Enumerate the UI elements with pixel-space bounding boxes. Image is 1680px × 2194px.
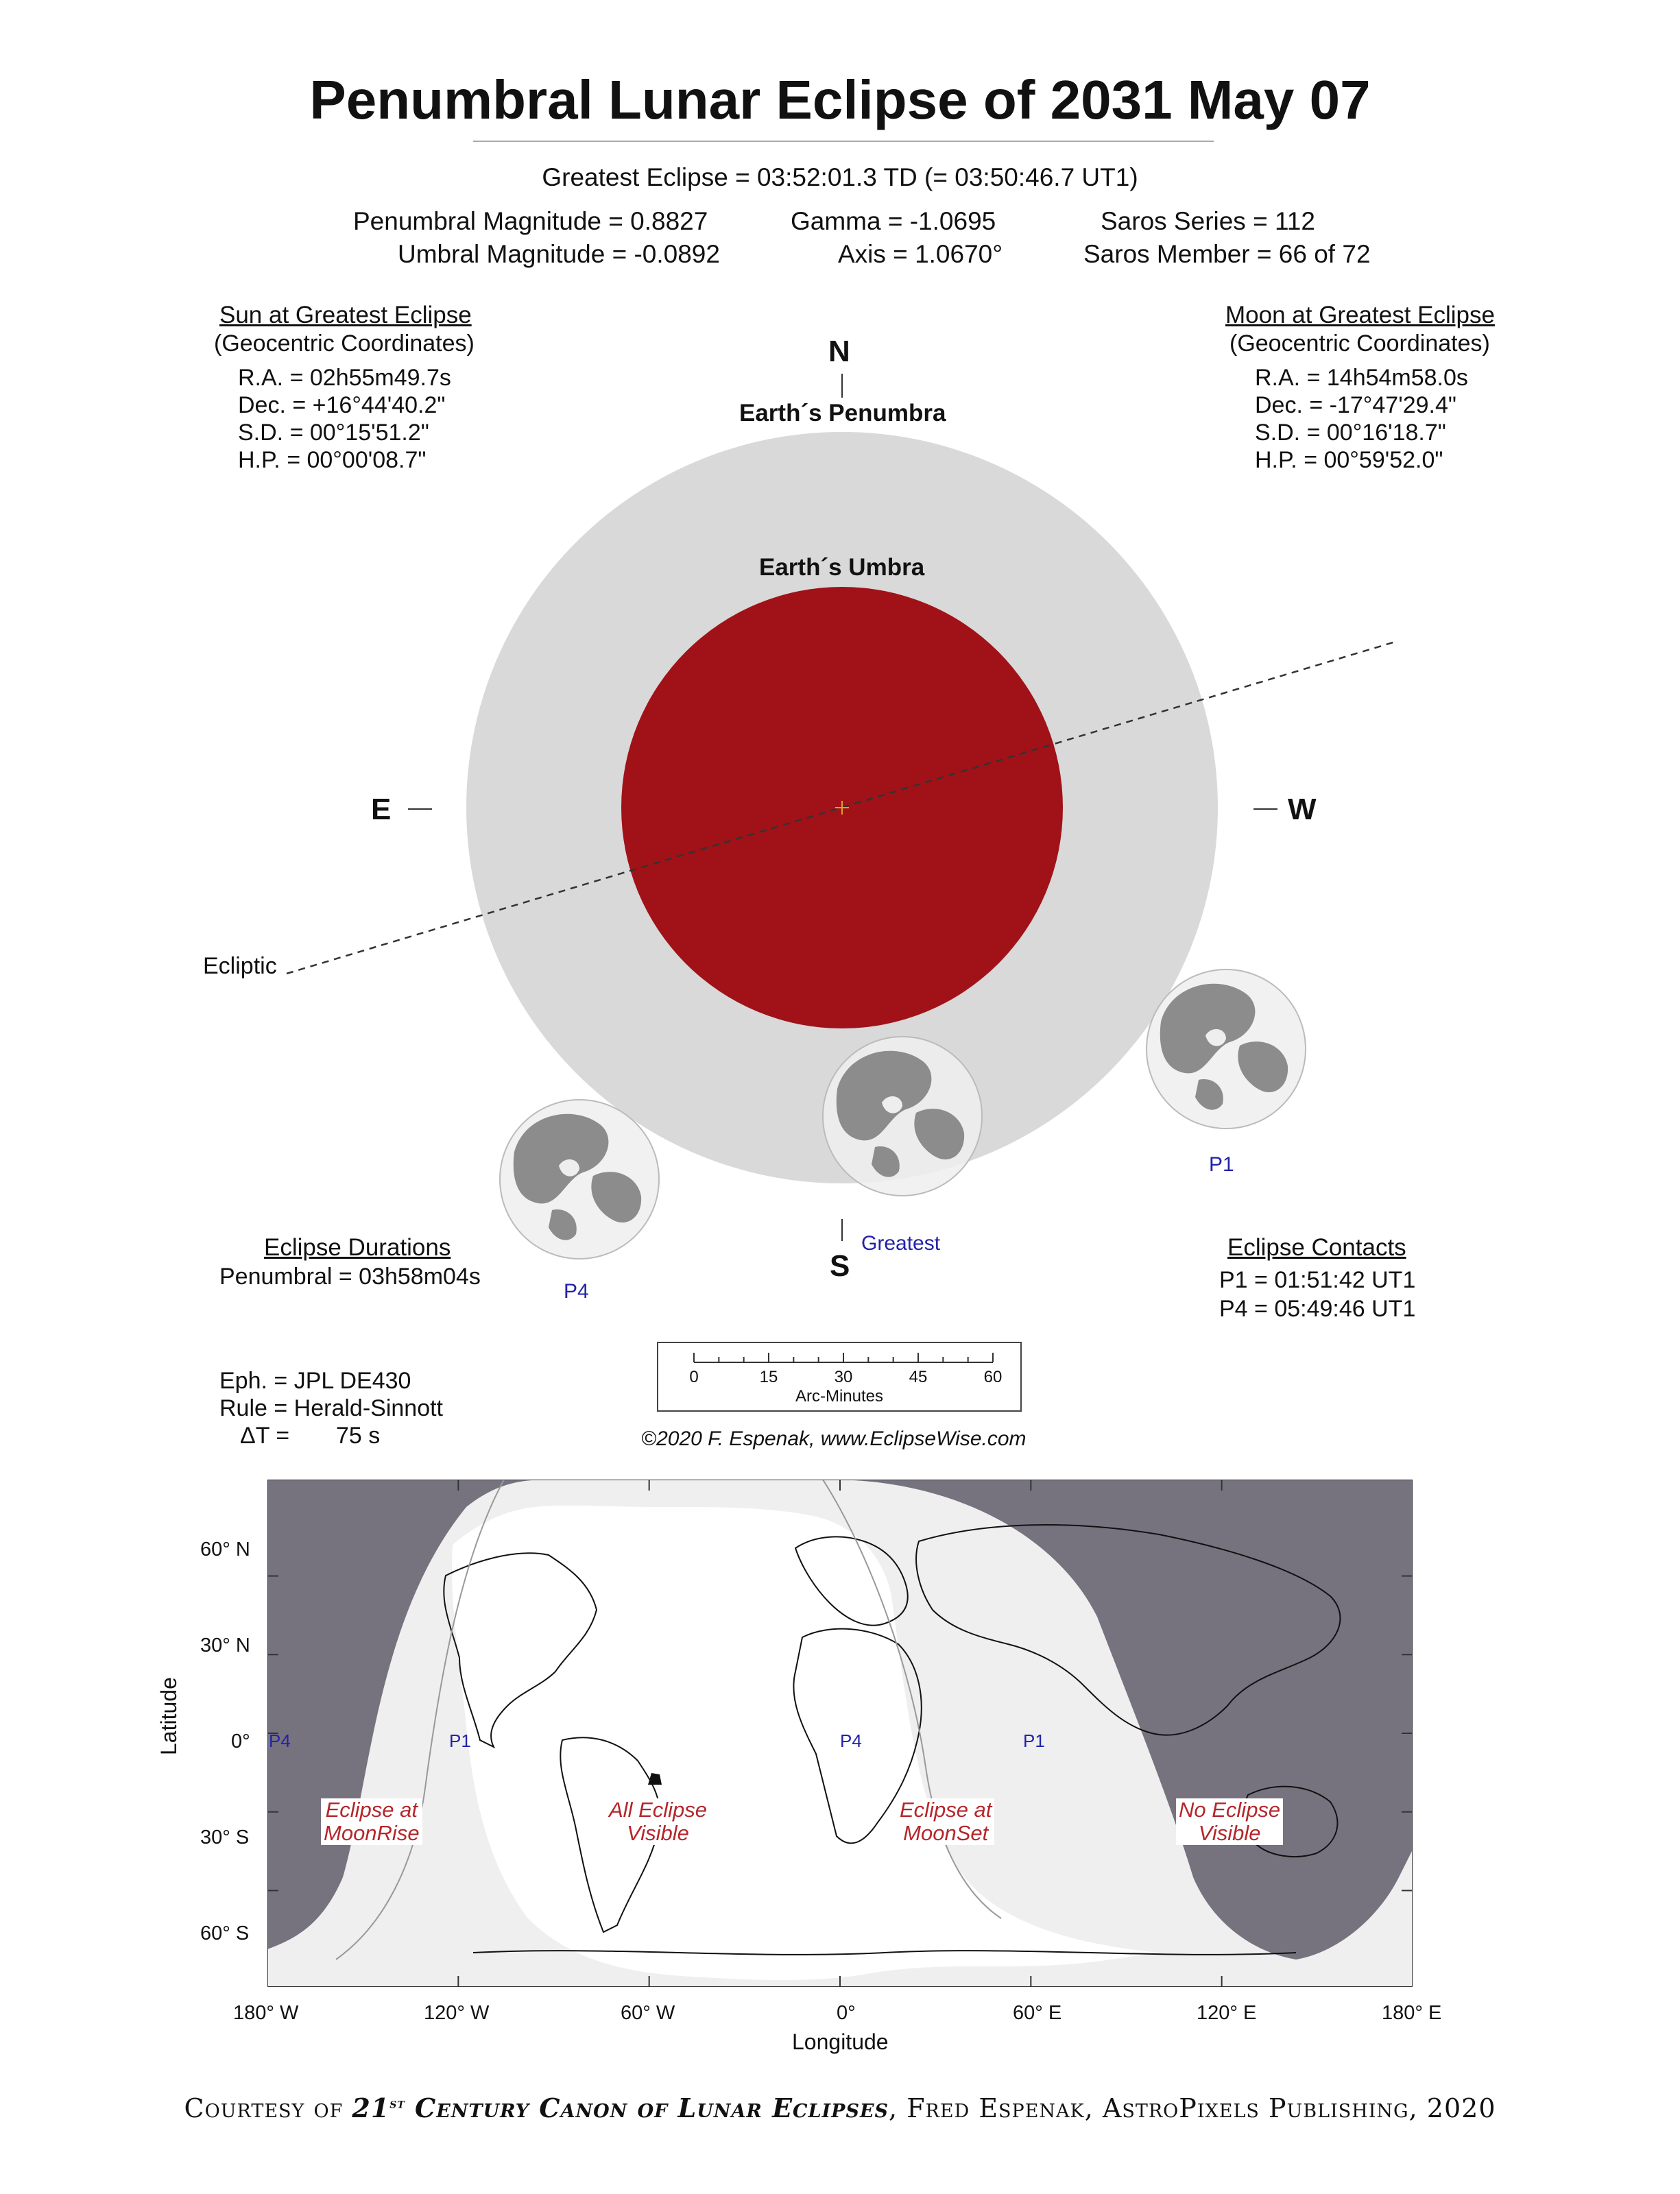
moon-p1-icon (1147, 969, 1306, 1129)
contact-p4: P4 = 05:49:46 UT1 (1219, 1296, 1416, 1322)
moon-sd: S.D. = 00°16'18.7" (1255, 420, 1446, 446)
greatest-label: Greatest (861, 1232, 941, 1255)
sun-hp: H.P. = 00°00'08.7" (238, 447, 427, 473)
contacts-heading: Eclipse Contacts (1227, 1234, 1406, 1261)
footer-book-sup: st (389, 2095, 405, 2112)
lon-tick-60w: 60° W (621, 2002, 675, 2024)
copyright: ©2020 F. Espenak, www.EclipseWise.com (641, 1427, 1027, 1450)
ecliptic-label: Ecliptic (203, 953, 277, 979)
moon-dec: Dec. = -17°47'29.4" (1255, 392, 1456, 418)
greatest-eclipse-time: Greatest Eclipse = 03:52:01.3 TD (= 03:50:46.7 UT1) (542, 163, 1138, 191)
p4-label: P4 (564, 1280, 589, 1303)
delta-t-label: ΔT = (240, 1423, 290, 1449)
lon-tick-180e: 180° E (1382, 2002, 1442, 2024)
footer-book-num: 21 (352, 2093, 390, 2123)
penumbral-duration: Penumbral = 03h58m04s (219, 1264, 481, 1290)
sun-dec: Dec. = +16°44'40.2" (238, 392, 446, 418)
north-label: N (828, 335, 850, 368)
lat-tick-30s: 30° S (200, 1827, 250, 1848)
delta-t-value: 75 s (336, 1423, 381, 1449)
scale-tick-label: 60 (983, 1368, 1003, 1386)
penumbra-label: Earth´s Penumbra (739, 400, 946, 426)
map-contact-p1-east: P1 (1023, 1731, 1045, 1751)
map-contact-p1-west: P1 (449, 1731, 471, 1751)
east-label: E (371, 793, 392, 826)
penumbral-magnitude: Penumbral Magnitude = 0.8827 (353, 207, 708, 235)
footer-credit (0, 2093, 1680, 2123)
axis-value: Axis = 1.0670° (838, 240, 1003, 268)
lon-tick-60e: 60° E (1013, 2002, 1062, 2024)
map-contact-p4-west: P4 (269, 1731, 291, 1751)
lon-tick-0: 0° (837, 2002, 856, 2024)
rule: Rule = Herald-Sinnott (219, 1395, 444, 1421)
map-ylabel: Latitude (156, 1677, 181, 1755)
sun-sd: S.D. = 00°15'51.2" (238, 420, 429, 446)
lat-tick-30n: 30° N (200, 1635, 250, 1656)
moon-greatest-icon (823, 1037, 982, 1196)
region-moonrise: Eclipse at MoonRise (321, 1798, 422, 1845)
scale-tick-label: 0 (689, 1368, 699, 1386)
sun-heading: Sun at Greatest Eclipse (219, 302, 472, 328)
lat-tick-60s: 60° S (200, 1922, 250, 1944)
scale-unit-label: Arc-Minutes (795, 1387, 884, 1406)
ephemeris: Eph. = JPL DE430 (219, 1368, 411, 1394)
scale-tick-label: 30 (834, 1368, 853, 1386)
saros-member: Saros Member = 66 of 72 (1083, 240, 1371, 268)
moon-heading: Moon at Greatest Eclipse (1225, 302, 1495, 328)
lat-tick-0: 0° (231, 1731, 250, 1752)
region-none-visible: No Eclipse Visible (1176, 1798, 1283, 1845)
map-xlabel: Longitude (792, 2029, 889, 2054)
moon-hp: H.P. = 00°59'52.0" (1255, 447, 1443, 473)
region-moonset: Eclipse at MoonSet (897, 1798, 994, 1845)
lon-tick-180w: 180° W (233, 2002, 299, 2024)
scale-ruler (658, 1343, 1020, 1371)
scale-tick-label: 45 (909, 1368, 928, 1386)
lat-tick-60n: 60° N (200, 1539, 250, 1560)
sun-ra: R.A. = 02h55m49.7s (238, 365, 451, 391)
footer-post: , Fred Espenak, AstroPixels Publishing, 2020 (889, 2093, 1496, 2123)
page-title: Penumbral Lunar Eclipse of 2031 May 07 (309, 69, 1371, 130)
lon-tick-120w: 120° W (424, 2002, 490, 2024)
moon-ra: R.A. = 14h54m58.0s (1255, 365, 1468, 391)
scale-tick-label: 15 (759, 1368, 778, 1386)
region-all-visible: All Eclipse Visible (606, 1798, 710, 1845)
south-label: S (830, 1249, 850, 1283)
umbra-label: Earth´s Umbra (759, 554, 925, 581)
moon-coords-note: (Geocentric Coordinates) (1229, 330, 1490, 357)
footer-pre: Courtesy of (184, 2093, 352, 2123)
p1-label: P1 (1209, 1153, 1234, 1176)
lon-tick-120e: 120° E (1197, 2002, 1257, 2024)
moon-p4-icon (500, 1100, 659, 1259)
sun-coords-note: (Geocentric Coordinates) (214, 330, 475, 357)
scale-box (657, 1342, 1022, 1412)
durations-heading: Eclipse Durations (264, 1234, 451, 1261)
footer-book-title: Century Canon of Lunar Eclipses (405, 2093, 889, 2123)
west-label: W (1288, 793, 1317, 826)
map-contact-p4-east: P4 (840, 1731, 862, 1751)
contact-p1: P1 = 01:51:42 UT1 (1219, 1267, 1416, 1293)
gamma-value: Gamma = -1.0695 (791, 207, 996, 235)
umbral-magnitude: Umbral Magnitude = -0.0892 (398, 240, 720, 268)
saros-series: Saros Series = 112 (1101, 207, 1315, 235)
